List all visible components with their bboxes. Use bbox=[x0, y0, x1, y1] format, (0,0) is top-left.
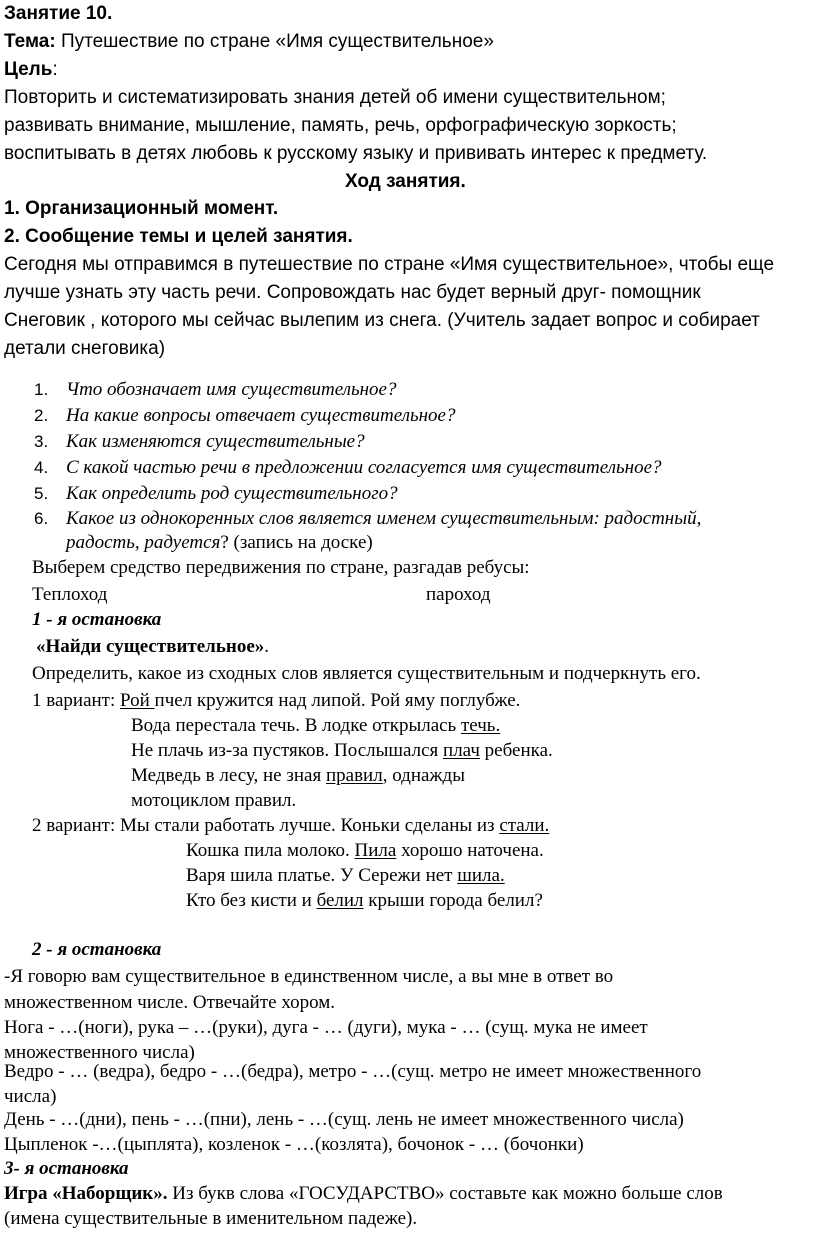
stop-3-line-2: (имена существительные в именительном падеже). bbox=[4, 1208, 418, 1229]
stop-3-title: 3- я остановка bbox=[4, 1158, 129, 1179]
stop-3-line-1: Игра «Наборщик». Из букв слова «ГОСУДАРСТВО» составьте как можно больше слов bbox=[4, 1183, 723, 1204]
stop-1-title: 1 - я остановка bbox=[32, 609, 162, 630]
goal-label: Цель: bbox=[4, 59, 58, 80]
variant-2-line-4: Кто без кисти и белил крыши города белил? bbox=[186, 890, 543, 911]
intro-line-3: Снеговик , которого мы сейчас вылепим из снега. (Учитель задает вопрос и собирает bbox=[4, 310, 760, 331]
variant-1-line-5: мотоциклом правил. bbox=[131, 790, 297, 811]
question-item-continuation: радость, радуется? (запись на доске) bbox=[66, 532, 373, 553]
stop-2-line: Нога - …(ноги), рука – …(руки), дуга - … (дуги), мука - … (сущ. мука не имеет bbox=[4, 1017, 648, 1038]
stop-2-line: множественном числе. Отвечайте хором. bbox=[4, 992, 336, 1013]
lesson-title: Занятие 10. bbox=[4, 3, 113, 24]
stop-1-game: «Найди существительное». bbox=[36, 636, 270, 657]
question-item: 1. Что обозначает имя существительное? bbox=[34, 379, 397, 400]
goal-line-3: воспитывать в детях любовь к русскому языку и прививать интерес к предмету. bbox=[4, 143, 708, 164]
question-item: 5. Как определить род существительного? bbox=[34, 483, 398, 504]
stop-2-line: День - …(дни), пень - …(пни), лень - …(сущ. лень не имеет множественного числа) bbox=[4, 1109, 684, 1130]
course-heading: Ход занятия. bbox=[345, 171, 466, 192]
question-item: 4. С какой частью речи в предложении согласуется имя существительное? bbox=[34, 457, 662, 478]
rebus-word-1: Теплоход bbox=[32, 584, 108, 605]
variant-1-line-3: Не плачь из-за пустяков. Послышался плач ребенка. bbox=[131, 740, 553, 761]
variant-2-line-2: Кошка пила молоко. Пила хорошо наточена. bbox=[186, 840, 544, 861]
variant-1-line-1: 1 вариант: Рой пчел кружится над липой. Рой яму поглубже. bbox=[32, 690, 521, 711]
rebus-word-2: пароход bbox=[426, 584, 491, 605]
intro-line-2: лучше узнать эту часть речи. Сопровождать нас будет верный друг- помощник bbox=[4, 282, 701, 303]
goal-line-1: Повторить и систематизировать знания детей об имени существительном; bbox=[4, 87, 666, 108]
stop-2-title: 2 - я остановка bbox=[32, 939, 162, 960]
variant-1-line-4: Медведь в лесу, не зная правил, однажды bbox=[131, 765, 465, 786]
stop-2-line: множественного числа) bbox=[4, 1042, 195, 1063]
step-1: 1. Организационный момент. bbox=[4, 198, 279, 219]
variant-2-line-1: 2 вариант: Мы стали работать лучше. Коньки сделаны из стали. bbox=[32, 815, 550, 836]
step-2: 2. Сообщение темы и целей занятия. bbox=[4, 226, 353, 247]
goal-line-2: развивать внимание, мышление, память, речь, орфографическую зоркость; bbox=[4, 115, 677, 136]
stop-2-line: -Я говорю вам существительное в единственном числе, а вы мне в ответ во bbox=[4, 966, 614, 987]
variant-1-line-2: Вода перестала течь. В лодке открылась течь. bbox=[131, 715, 501, 736]
stop-1-task: Определить, какое из сходных слов является существительным и подчеркнуть его. bbox=[32, 663, 701, 684]
stop-2-line: числа) bbox=[4, 1086, 57, 1107]
question-item: 2. На какие вопросы отвечает существительное? bbox=[34, 405, 456, 426]
question-item: 3. Как изменяются существительные? bbox=[34, 431, 365, 452]
variant-2-line-3: Варя шила платье. У Сережи нет шила. bbox=[186, 865, 505, 886]
question-item: 6. Какое из однокоренных слов является именем существительным: радостный, bbox=[34, 508, 702, 529]
transport-line: Выберем средство передвижения по стране, разгадав ребусы: bbox=[32, 557, 530, 578]
intro-line-1: Сегодня мы отправимся в путешествие по стране «Имя существительное», чтобы еще bbox=[4, 254, 775, 275]
stop-2-line: Цыпленок -…(цыплята), козленок - …(козлята), бочонок - … (бочонки) bbox=[4, 1134, 584, 1155]
stop-2-line: Ведро - … (ведра), бедро - …(бедра), метро - …(сущ. метро не имеет множественного bbox=[4, 1061, 702, 1082]
intro-line-4: детали снеговика) bbox=[4, 338, 166, 359]
topic-line: Тема: Путешествие по стране «Имя существительное» bbox=[4, 31, 494, 52]
